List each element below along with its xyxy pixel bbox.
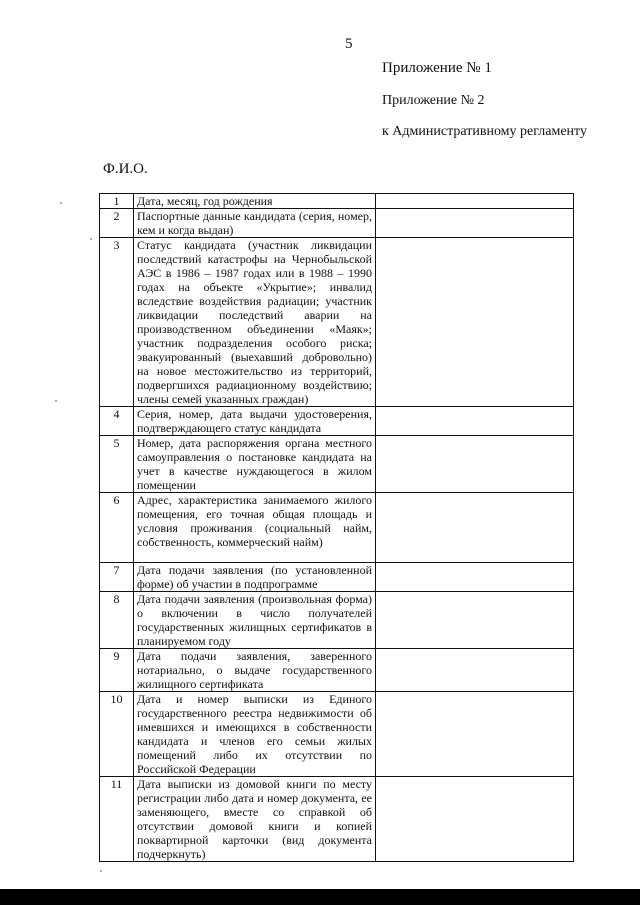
table-row bbox=[100, 194, 574, 209]
row-description: Серия, номер, дата выдачи удостоверения, подтверждающего статус кандидата bbox=[134, 407, 376, 436]
table-row bbox=[100, 407, 574, 436]
row-description: Дата и номер выписки из Единого государственного реестра недвижимости об имевшихся и имеющихся в собственности кандидата и членов его семьи жилых помещений либо их отсутствии по Российской Федерации bbox=[134, 692, 376, 777]
page-number: 5 bbox=[345, 36, 353, 52]
row-description: Дата подачи заявления, заверенного нотариально, о выдаче государственного жилищного сертификата bbox=[134, 649, 376, 692]
scan-border-bar bbox=[0, 889, 640, 905]
candidate-data-table bbox=[99, 193, 574, 862]
row-number: 8 bbox=[100, 592, 134, 649]
row-number: 4 bbox=[100, 407, 134, 436]
row-number: 10 bbox=[100, 692, 134, 777]
table-row bbox=[100, 592, 574, 649]
row-number: 3 bbox=[100, 238, 134, 407]
row-description: Дата подачи заявления (произвольная форма) о включении в число получателей государственных жилищных сертификатов в планируемом году bbox=[134, 592, 376, 649]
table-row bbox=[100, 563, 574, 592]
answer-cell[interactable] bbox=[376, 493, 574, 563]
answer-cell[interactable] bbox=[376, 436, 574, 493]
row-number: 5 bbox=[100, 436, 134, 493]
answer-cell[interactable] bbox=[376, 407, 574, 436]
row-number: 2 bbox=[100, 209, 134, 238]
regulation-label: к Административному регламенту bbox=[382, 124, 587, 139]
answer-cell[interactable] bbox=[376, 649, 574, 692]
table-row bbox=[100, 209, 574, 238]
answer-cell[interactable] bbox=[376, 692, 574, 777]
table-row bbox=[100, 777, 574, 862]
row-number: 7 bbox=[100, 563, 134, 592]
table-row bbox=[100, 493, 574, 563]
row-description: Дата, месяц, год рождения bbox=[134, 194, 376, 209]
scan-speck bbox=[60, 202, 62, 204]
answer-cell[interactable] bbox=[376, 209, 574, 238]
answer-cell[interactable] bbox=[376, 194, 574, 209]
row-number: 11 bbox=[100, 777, 134, 862]
table-row bbox=[100, 692, 574, 777]
fio-label: Ф.И.О. bbox=[103, 161, 148, 177]
row-description: Номер, дата распоряжения органа местного самоуправления о постановке кандидата на учет в качестве нуждающегося в жилом помещении bbox=[134, 436, 376, 493]
scan-speck bbox=[55, 400, 57, 402]
row-number: 6 bbox=[100, 493, 134, 563]
scan-speck bbox=[100, 870, 102, 872]
appendix-2-label: Приложение № 2 bbox=[382, 93, 485, 108]
table-row bbox=[100, 238, 574, 407]
row-description: Статус кандидата (участник ликвидации последствий катастрофы на Чернобыльской АЭС в 1986 – 1987 годах или в 1988 – 1990 годах на объекте «Укрытие»; инвалид вследствие воздействия радиации; участник ликвидации последствий аварии на производственном объединении «Маяк»; участник подразделения особого риска; эвакуированный (выехавший добровольно) на новое местожительство из территорий, подвергшихся радиационному воздействию; члены семей указанных граждан) bbox=[134, 238, 376, 407]
answer-cell[interactable] bbox=[376, 592, 574, 649]
appendix-1-label: Приложение № 1 bbox=[382, 60, 492, 76]
answer-cell[interactable] bbox=[376, 563, 574, 592]
table-row bbox=[100, 436, 574, 493]
row-description: Дата выписки из домовой книги по месту регистрации либо дата и номер документа, ее заменяющего, вместе со справкой об отсутствии домовой книги и копией поквартирной карточки (вид документа подчеркнуть) bbox=[134, 777, 376, 862]
row-number: 9 bbox=[100, 649, 134, 692]
table-row bbox=[100, 649, 574, 692]
answer-cell[interactable] bbox=[376, 238, 574, 407]
row-number: 1 bbox=[100, 194, 134, 209]
row-description: Дата подачи заявления (по установленной форме) об участии в подпрограмме bbox=[134, 563, 376, 592]
scan-speck bbox=[90, 238, 92, 240]
row-description: Паспортные данные кандидата (серия, номер, кем и когда выдан) bbox=[134, 209, 376, 238]
row-description: Адрес, характеристика занимаемого жилого помещения, его точная общая площадь и условия проживания (социальный найм, собственность, коммерческий найм) bbox=[134, 493, 376, 563]
answer-cell[interactable] bbox=[376, 777, 574, 862]
